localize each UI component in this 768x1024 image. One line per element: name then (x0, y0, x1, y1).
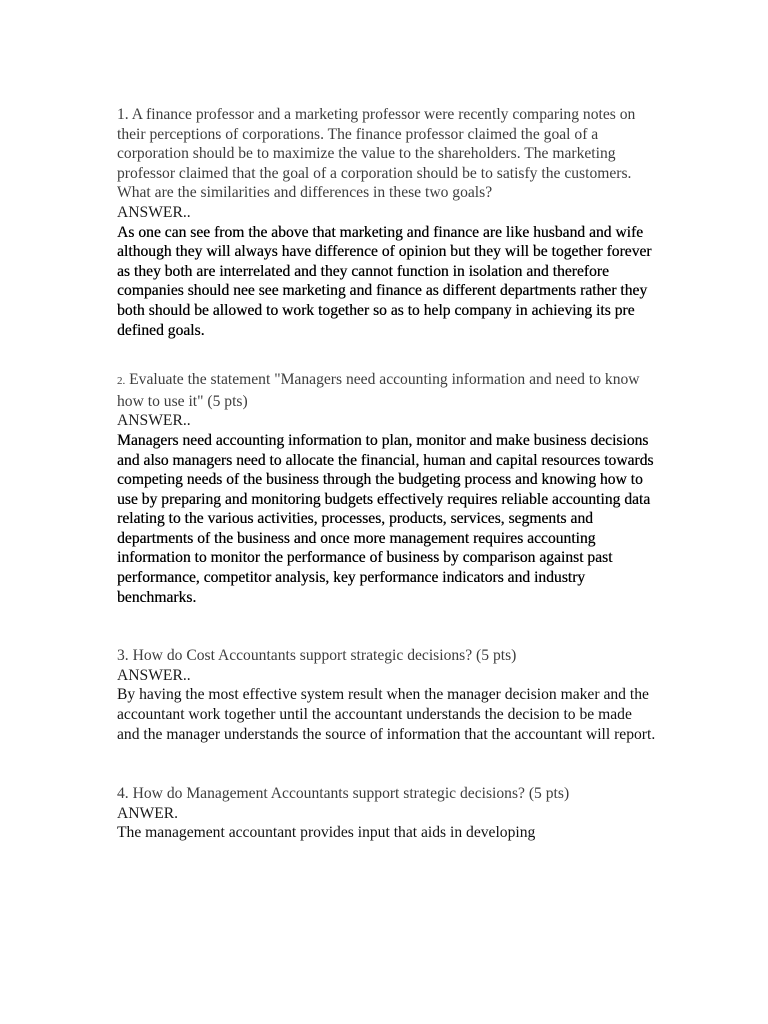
question-2-number: 2. (117, 375, 126, 388)
question-4-answer: The management accountant provides input that aids in developing (117, 824, 536, 842)
question-4-section (117, 784, 657, 843)
question-1-number: 1. (117, 106, 129, 123)
question-4-number: 4. (117, 785, 129, 803)
question-2-answer-label: ANSWER.. (117, 412, 191, 430)
section-divider-gap (117, 744, 657, 784)
question-1-body: A finance professor and a marketing professor were recently comparing notes on their perceptions of corporations. The finance professor claimed the goal of a corporation should be to maximize the value to the shareholders. The marketing professor claimed that the goal of a corporation should be to satisfy the customers. What are the similarities and differences in these two goals? (117, 106, 636, 202)
question-2-text (117, 370, 657, 411)
question-2-body: Evaluate the statement "Managers need accounting information and need to know how to use it" (5 pts) (117, 371, 640, 410)
question-1-section (117, 105, 657, 340)
section-divider-gap (117, 340, 657, 370)
question-3-text (117, 646, 657, 666)
question-2-section (117, 370, 657, 607)
question-3-body: How do Cost Accountants support strategic decisions? (5 pts) (132, 647, 517, 665)
question-4-text (117, 784, 657, 804)
question-1-text (117, 105, 657, 203)
question-3-section (117, 646, 657, 744)
section-divider-gap (117, 607, 657, 646)
question-3-answer: By having the most effective system result when the manager decision maker and the accountant work together until the accountant understands the decision to be made and the manager understands the source of information that the accountant will report. (117, 686, 656, 743)
question-3-answer-label: ANSWER.. (117, 666, 191, 684)
question-2-answer: Managers need accounting information to plan, monitor and make business decisions and also managers need to allocate the financial, human and capital resources towards competing needs of the business through the budgeting process and knowing how to use by preparing and monitoring budgets effectively requires reliable accounting data relating to the various activities, processes, products, services, segments and departments of the business and once more management requires accounting information to monitor the performance of business by comparison against past performance, competitor analysis, key performance indicators and industry benchmarks. (117, 431, 654, 606)
document-page (117, 105, 657, 843)
question-1-answer-label: ANSWER.. (117, 203, 191, 221)
question-4-answer-label: ANWER. (117, 804, 179, 822)
question-3-number: 3. (117, 647, 129, 665)
question-4-body: How do Management Accountants support strategic decisions? (5 pts) (132, 785, 570, 803)
question-1-answer: As one can see from the above that marketing and finance are like husband and wife although they will always have difference of opinion but they will be together forever as they both are interrelated and they cannot function in isolation and therefore companies should nee see marketing and finance as different departments rather they both should be allowed to work together so as to help company in achieving its pre defined goals. (117, 223, 652, 339)
